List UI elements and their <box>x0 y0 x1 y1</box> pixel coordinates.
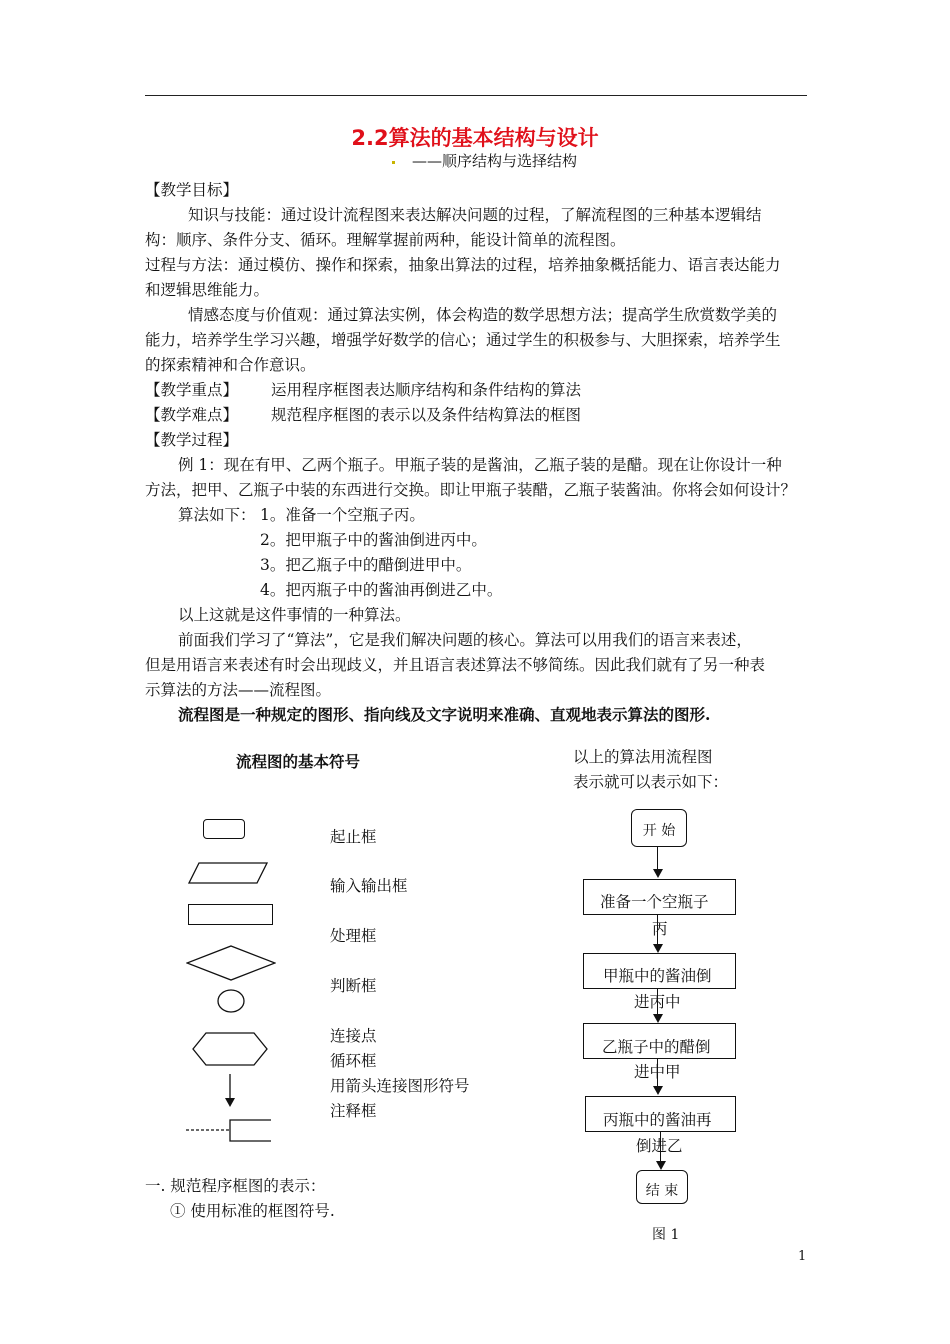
symbols-title: 流程图的基本符号 <box>236 752 361 771</box>
goal-process-line1: 过程与方法：通过模仿、操作和探索，抽象出算法的过程，培养抽象概括能力、语言表达能力 <box>145 256 781 274</box>
process-heading: 【教学过程】 <box>145 431 239 449</box>
algorithm-step: 1。准备一个空瓶子丙。 <box>260 506 425 524</box>
goals-heading: 【教学目标】 <box>145 181 239 199</box>
flow-arrow <box>657 989 658 1015</box>
flow-step-line2: 倒进乙 <box>636 1137 683 1155</box>
goal-emotion-line3: 的探索精神和合作意识。 <box>145 356 316 374</box>
key-point-label: 【教学重点】 <box>145 381 239 399</box>
flow-arrow <box>657 847 658 870</box>
goal-knowledge-line1: 知识与技能：通过设计流程图来表达解决问题的过程，了解流程图的三种基本逻辑结 <box>188 206 762 224</box>
header-rule <box>145 95 807 96</box>
process-symbol <box>188 904 273 925</box>
intro-line2: 但是用语言来表述有时会出现歧义，并且语言表述算法不够简练。因此我们就有了另一种表 <box>145 656 766 674</box>
example-line2: 方法，把甲、乙瓶子中装的东西进行交换。即让甲瓶子装醋，乙瓶子装酱油。你将会如何设计？ <box>145 481 797 499</box>
key-point-text: 运用程序框图表达顺序结构和条件结构的算法 <box>271 381 582 399</box>
symbol-label: 连接点 <box>330 1027 377 1045</box>
definition-text: 流程图是一种规定的图形、指向线及文字说明来准确、直观地表示算法的图形. <box>178 705 711 724</box>
goal-knowledge-line2: 构：顺序、条件分支、循环。理解掌握前两种，能设计简单的流程图。 <box>145 231 626 249</box>
flow-step-line2: 丙 <box>652 920 668 938</box>
annotation-symbol <box>186 1119 276 1143</box>
flow-step-line1: 准备一个空瓶子 <box>600 893 709 911</box>
arrow-symbol <box>222 1074 238 1108</box>
difficulty-label: 【教学难点】 <box>145 406 239 424</box>
symbol-label: 判断框 <box>330 977 377 995</box>
connector-symbol <box>216 988 246 1014</box>
intro-line1: 前面我们学习了“算法”，它是我们解决问题的核心。算法可以用我们的语言来表述， <box>178 631 752 649</box>
mark-dot <box>392 161 395 164</box>
symbol-label: 注释框 <box>330 1102 377 1120</box>
example-line1: 例 1：现在有甲、乙两个瓶子。甲瓶子装的是酱油，乙瓶子装的是醋。现在让你设计一种 <box>178 456 782 474</box>
flow-step-line1: 丙瓶中的酱油再 <box>603 1111 712 1129</box>
goal-process-line2: 和逻辑思维能力。 <box>145 281 270 299</box>
flow-arrow <box>657 915 658 945</box>
page-subtitle: ——顺序结构与选择结构 <box>412 152 578 170</box>
section1-item1: ① 使用标准的框图符号. <box>170 1202 335 1220</box>
algorithm-intro: 算法如下： <box>178 506 256 524</box>
algorithm-step: 4。把丙瓶子中的酱油再倒进乙中。 <box>260 581 503 599</box>
loop-symbol <box>192 1032 268 1066</box>
summary-text: 以上这就是这件事情的一种算法。 <box>178 606 411 624</box>
flow-end-label: 结 束 <box>645 1183 679 1199</box>
symbol-label: 用箭头连接图形符号 <box>330 1077 470 1095</box>
flow-arrowhead <box>653 944 663 953</box>
flow-intro-line1: 以上的算法用流程图 <box>573 748 713 766</box>
page-number: 1 <box>798 1249 807 1264</box>
flow-arrowhead <box>653 1014 663 1023</box>
algorithm-step: 2。把甲瓶子中的酱油倒进丙中。 <box>260 531 487 549</box>
flow-arrowhead <box>656 1161 666 1170</box>
figure-caption: 图 1 <box>652 1227 680 1243</box>
flow-step-line1: 乙瓶子中的醋倒 <box>602 1038 711 1056</box>
symbol-label: 输入输出框 <box>330 877 408 895</box>
flow-arrowhead <box>653 1086 663 1095</box>
terminal-symbol <box>203 819 245 839</box>
flow-arrowhead <box>653 869 663 878</box>
flow-start-label: 开 始 <box>642 823 676 839</box>
difficulty-text: 规范程序框图的表示以及条件结构算法的框图 <box>271 406 582 424</box>
symbol-label: 处理框 <box>330 927 377 945</box>
io-symbol <box>188 862 268 884</box>
decision-symbol <box>186 945 276 981</box>
flow-step-line2: 进丙中 <box>634 993 681 1011</box>
algorithm-step: 3。把乙瓶子中的醋倒进甲中。 <box>260 556 472 574</box>
flow-arrow <box>660 1132 661 1162</box>
flow-intro-line2: 表示就可以表示如下： <box>573 773 729 791</box>
goal-emotion-line2: 能力，培养学生学习兴趣，增强学好数学的信心；通过学生的积极参与、大胆探索，培养学生 <box>145 331 781 349</box>
symbol-label: 起止框 <box>330 828 377 846</box>
intro-line3: 示算法的方法——流程图。 <box>145 681 332 699</box>
page-title: 2.2算法的基本结构与设计 <box>351 126 599 150</box>
symbol-label: 循环框 <box>330 1052 377 1070</box>
flow-arrow <box>657 1059 658 1087</box>
goal-emotion-line1: 情感态度与价值观：通过算法实例，体会构造的数学思想方法；提高学生欣赏数学美的 <box>188 306 778 324</box>
section1-heading: 一. 规范程序框图的表示： <box>145 1177 326 1195</box>
flow-step-line2: 进中甲 <box>634 1063 681 1081</box>
flow-step-line1: 甲瓶中的酱油倒 <box>603 967 712 985</box>
